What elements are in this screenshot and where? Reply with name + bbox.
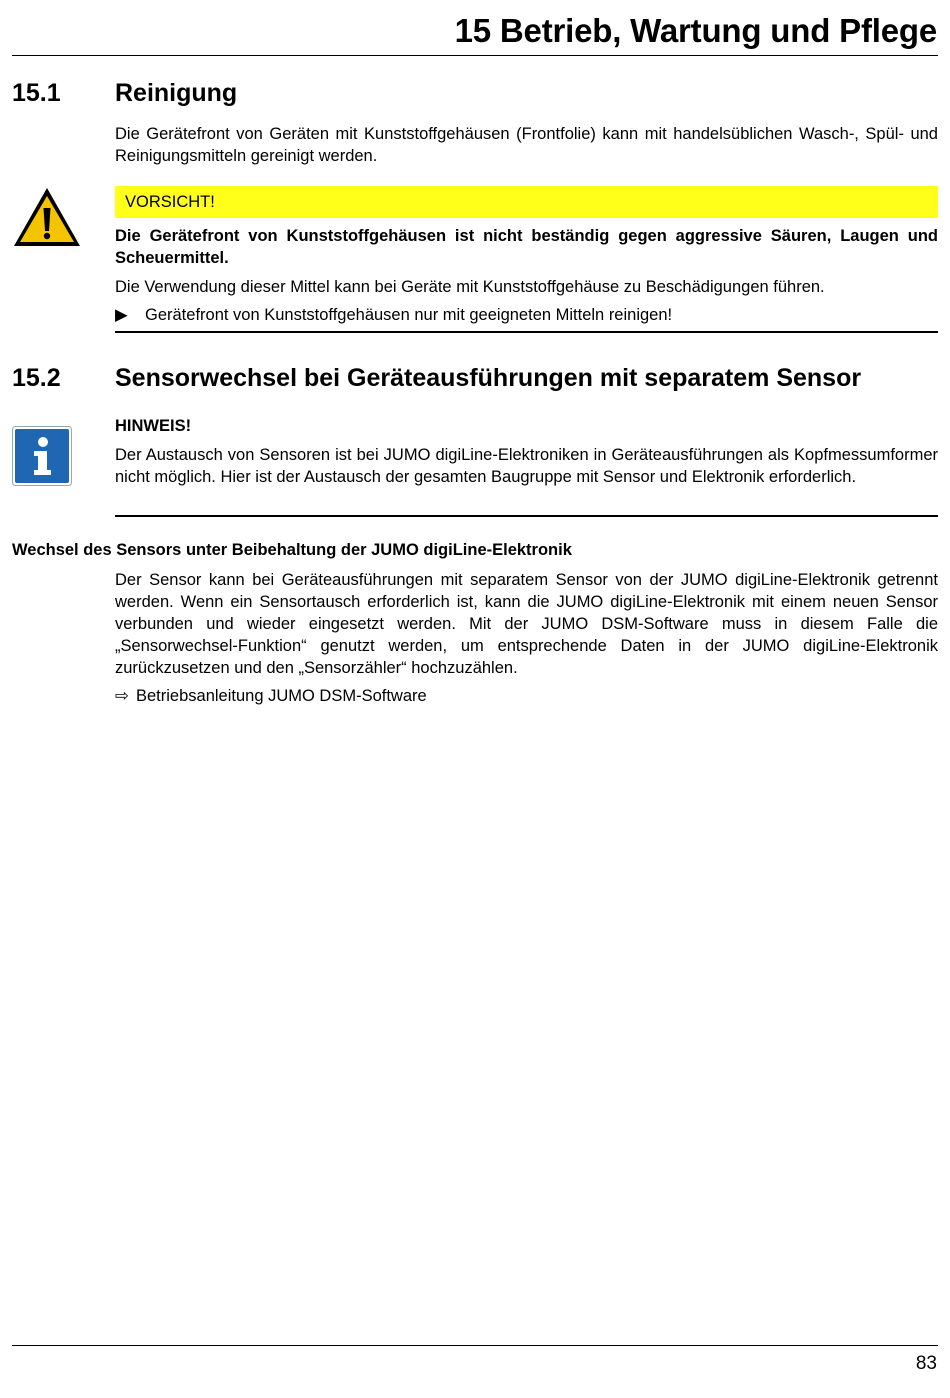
footer-rule <box>12 1345 938 1346</box>
section-title: Sensorwechsel bei Geräteausführungen mit separatem Sensor <box>115 364 862 392</box>
caution-label: VORSICHT! <box>125 193 215 211</box>
note-text: Der Austausch von Sensoren ist bei JUMO digiLine-Elektroniken in Geräteausführungen als Kopfmessumformer nicht möglich. Hier ist der Austausch der gesamten Baugruppe mit Sensor und Elektronik erforderlich. <box>115 446 938 486</box>
section-intro: Die Gerätefront von Geräten mit Kunststoffgehäusen (Frontfolie) kann mit handelsüblichen Wasch-, Spül- und Reinigungsmitteln gereinigt werden. <box>115 125 938 165</box>
caution-text: Die Verwendung dieser Mittel kann bei Geräte mit Kunststoffgehäuse zu Beschädigungen führen. <box>115 278 825 296</box>
caution-bold-text: Die Gerätefront von Kunststoffgehäusen ist nicht beständig gegen aggressive Säuren, Laugen und Scheuermittel. <box>115 227 938 267</box>
arrow-right-outline-icon: ⇨ <box>115 687 129 705</box>
note-end-rule <box>115 515 938 517</box>
caution-action-text: Gerätefront von Kunststoffgehäusen nur mit geeigneten Mitteln reinigen! <box>145 306 673 324</box>
page-number: 83 <box>915 1353 937 1374</box>
play-arrow-icon: ▶ <box>115 306 128 324</box>
caution-bar <box>115 186 938 218</box>
caution-action <box>115 305 938 325</box>
subsection-text: Der Sensor kann bei Geräteausführungen mit separatem Sensor von der JUMO digiLine-Elektronik getrennt werden. Wenn ein Sensortausch erforderlich ist, kann die JUMO digiLine-Elektronik mit einem neuen Sensor verbunden und wieder eingesetzt werden. Mit der JUMO DSM-Software muss in diesem Falle die „Sensorwechsel-Funktion“ genutzt werden, um entsprechende Daten in der JUMO digiLine-Elektronik zurückzusetzen und den „Sensorzähler“ hochzuzählen. <box>115 571 938 677</box>
header-rule <box>12 55 938 56</box>
caution-end-rule <box>115 331 938 333</box>
subsection-heading: Wechsel des Sensors unter Beibehaltung der JUMO digiLine-Elektronik <box>12 541 572 559</box>
reference-link[interactable] <box>115 686 427 706</box>
section-title: Reinigung <box>115 79 238 107</box>
note-label: HINWEIS! <box>115 417 192 435</box>
chapter-title: 15 Betrieb, Wartung und Pflege <box>454 12 937 49</box>
reference-text: Betriebsanleitung JUMO DSM-Software <box>136 687 427 705</box>
info-icon <box>12 426 72 491</box>
warning-triangle-icon <box>12 186 82 253</box>
section-number: 15.2 <box>12 364 61 392</box>
section-number: 15.1 <box>12 79 61 107</box>
